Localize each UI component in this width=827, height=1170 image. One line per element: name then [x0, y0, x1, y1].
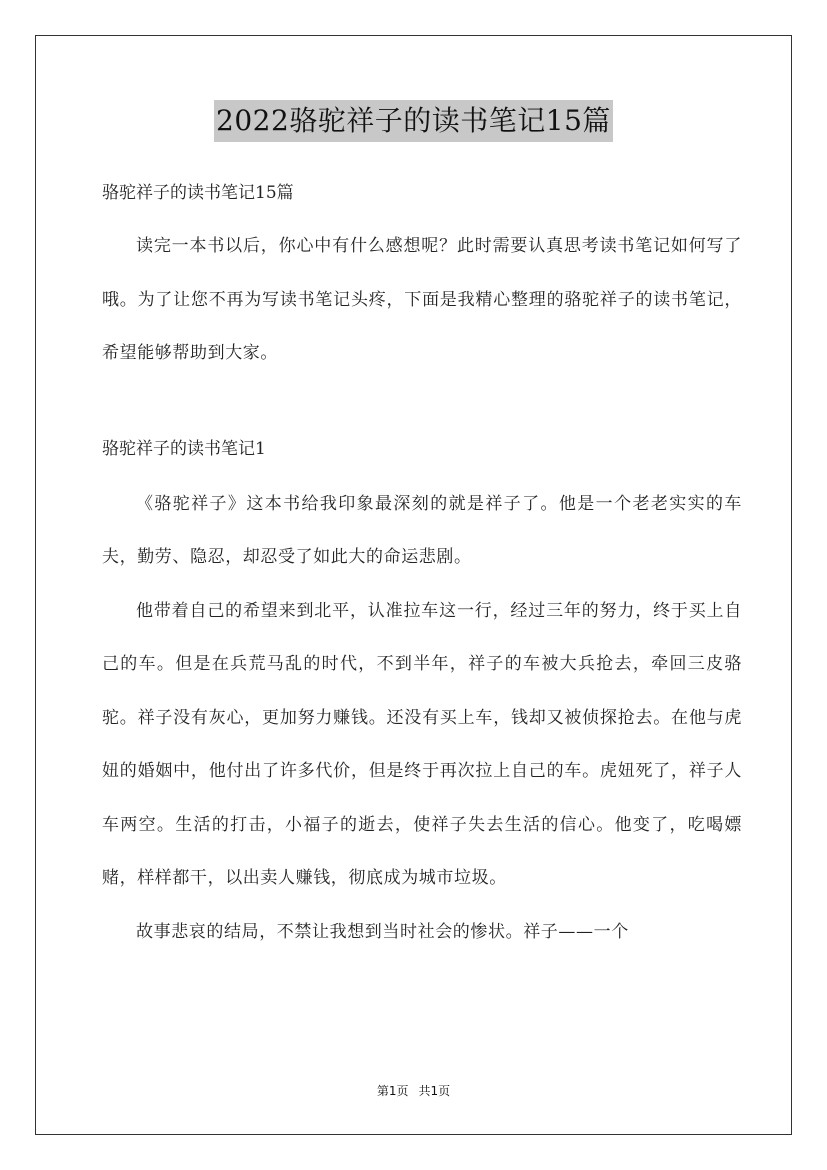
section-heading: 骆驼祥子的读书笔记1	[102, 438, 266, 459]
page-number-current: 第1页	[376, 1084, 409, 1098]
intro-paragraph: 读完一本书以后，你心中有什么感想呢？此时需要认真思考读书笔记如何写了哦。为了让您不再为写读书笔记头疼，下面是我精心整理的骆驼祥子的读书笔记，希望能够帮助到大家。	[102, 236, 742, 363]
document-body	[102, 172, 742, 959]
body-paragraph: 《骆驼祥子》这本书给我印象最深刻的就是祥子了。他是一个老老实实的车夫，勤劳、隐忍，却忍受了如此大的命运悲剧。	[102, 493, 742, 567]
document-subtitle: 骆驼祥子的读书笔记15篇	[102, 183, 294, 203]
document-title	[0, 100, 827, 142]
page-footer	[0, 1082, 827, 1099]
document-title-text: 2022骆驼祥子的读书笔记15篇	[214, 100, 613, 142]
page-number-total: 共1页	[418, 1084, 451, 1098]
body-paragraph: 故事悲哀的结局，不禁让我想到当时社会的惨状。祥子——一个	[136, 921, 629, 942]
body-paragraph: 他带着自己的希望来到北平，认准拉车这一行，经过三年的努力，终于买上自己的车。但是在兵荒马乱的时代，不到半年，祥子的车被大兵抢去，牵回三皮骆驼。祥子没有灰心，更加努力赚钱。还没有买上车，钱却又被侦探抢去。在他与虎妞的婚姻中，他付出了许多代价，但是终于再次拉上自己的车。虎妞死了，祥子人车两空。生活的打击，小福子的逝去，使祥子失去生活的信心。他变了，吃喝嫖赌，样样都干，以出卖人赚钱，彻底成为城市垃圾。	[102, 600, 742, 888]
section-spacer	[102, 381, 742, 428]
